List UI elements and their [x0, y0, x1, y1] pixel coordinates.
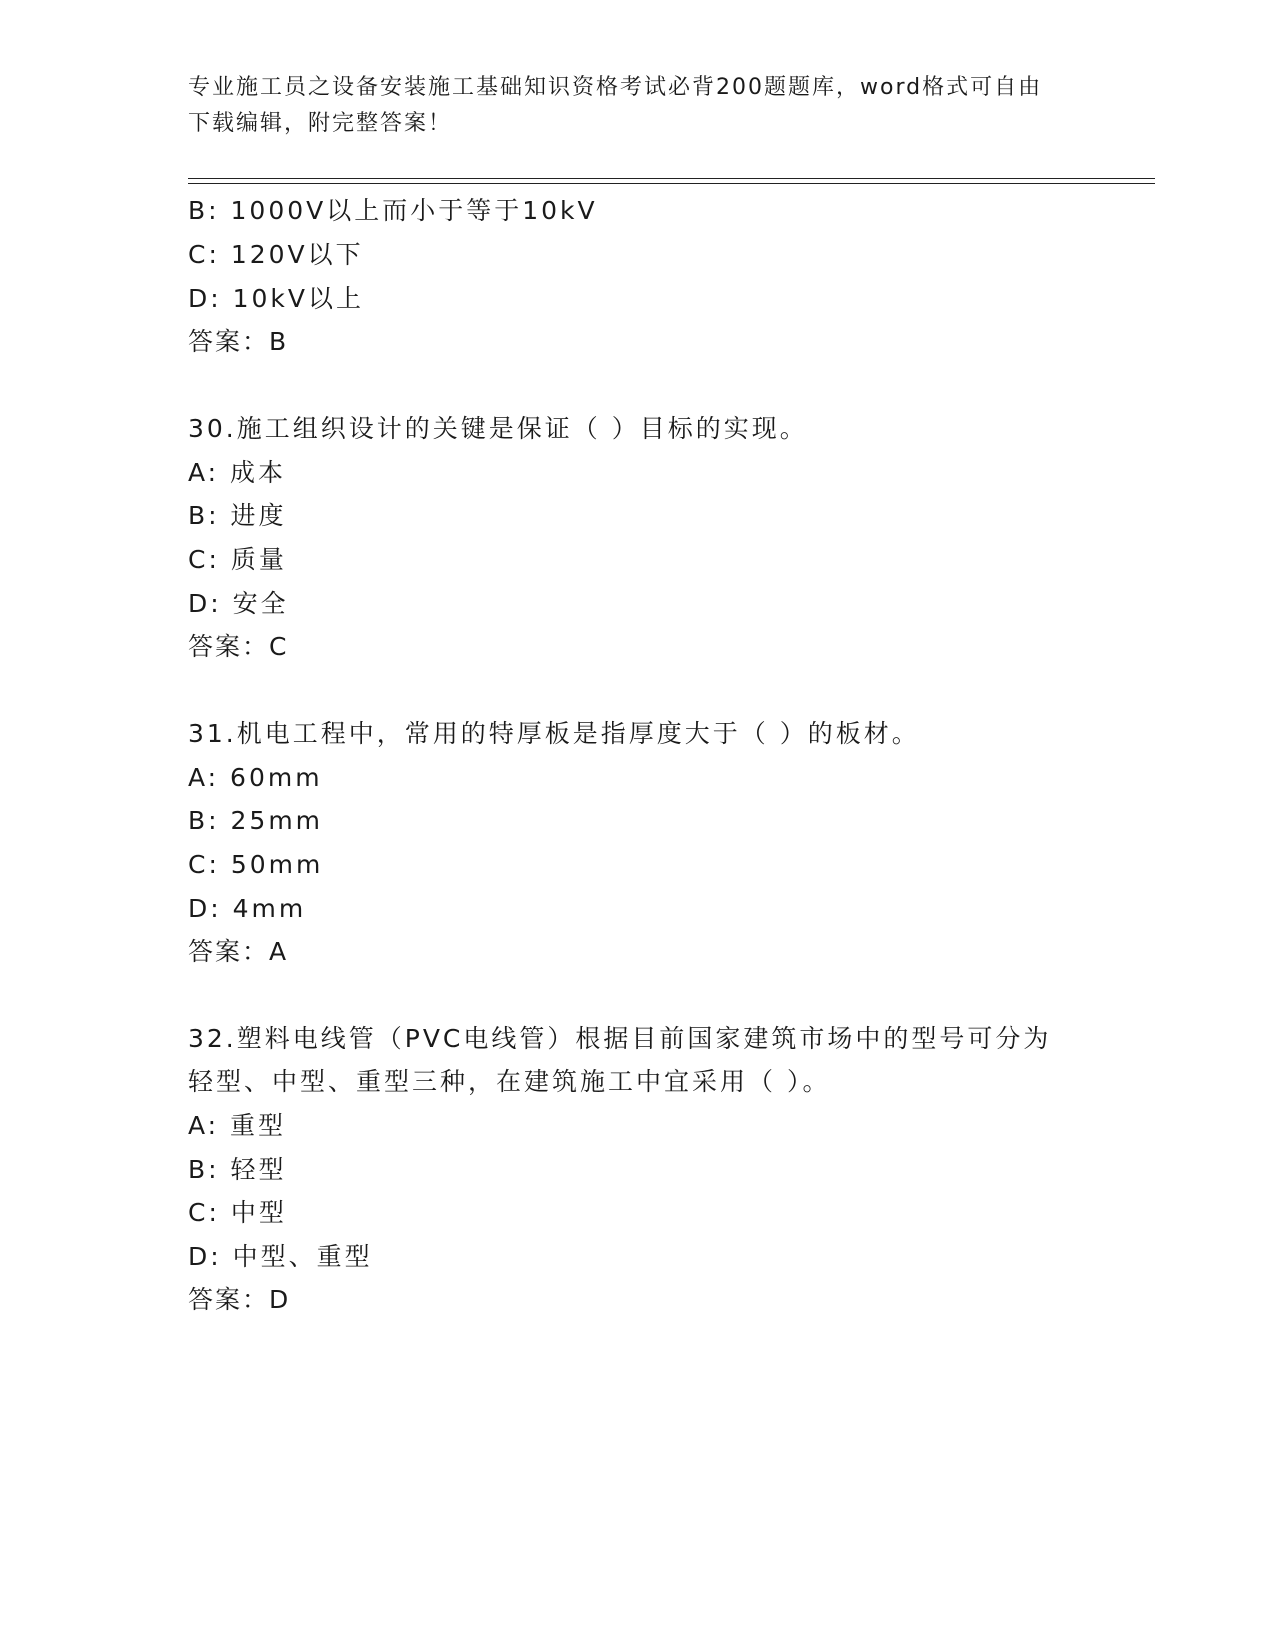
header-divider-top	[188, 178, 1155, 179]
q32-option-b: B: 轻型	[188, 1155, 287, 1184]
q31-answer: 答案：A	[188, 937, 289, 966]
q30-option-c: C: 质量	[188, 545, 287, 574]
q30-option-d: D: 安全	[188, 589, 289, 618]
prev-answer: 答案：B	[188, 327, 289, 356]
prev-option-d: D: 10kV以上	[188, 284, 365, 313]
q32-stem-line-2: 轻型、中型、重型三种，在建筑施工中宜采用（ ）。	[188, 1067, 831, 1096]
q32-option-d: D: 中型、重型	[188, 1242, 373, 1271]
q32-option-c: C: 中型	[188, 1198, 287, 1227]
q31-stem: 31.机电工程中，常用的特厚板是指厚度大于（ ）的板材。	[188, 719, 920, 748]
q30-option-a: A: 成本	[188, 458, 287, 487]
q31-option-a: A: 60mm	[188, 763, 323, 792]
header-line-1: 专业施工员之设备安装施工基础知识资格考试必背200题题库，word格式可自由	[188, 75, 1043, 100]
q30-stem: 30.施工组织设计的关键是保证（ ）目标的实现。	[188, 414, 808, 443]
header-line-2: 下载编辑，附完整答案！	[188, 111, 453, 136]
q31-option-d: D: 4mm	[188, 894, 307, 923]
q30-option-b: B: 进度	[188, 501, 287, 530]
q32-stem-line-1: 32.塑料电线管（PVC电线管）根据目前国家建筑市场中的型号可分为	[188, 1024, 1052, 1053]
q30-answer: 答案：C	[188, 632, 289, 661]
prev-option-b: B: 1000V以上而小于等于10kV	[188, 196, 598, 225]
document-header	[188, 70, 1068, 142]
prev-option-c: C: 120V以下	[188, 240, 364, 269]
q32-option-a: A: 重型	[188, 1111, 287, 1140]
header-divider-bottom	[188, 183, 1155, 184]
q31-option-c: C: 50mm	[188, 850, 324, 879]
q32-answer: 答案：D	[188, 1285, 291, 1314]
q31-option-b: B: 25mm	[188, 806, 324, 835]
